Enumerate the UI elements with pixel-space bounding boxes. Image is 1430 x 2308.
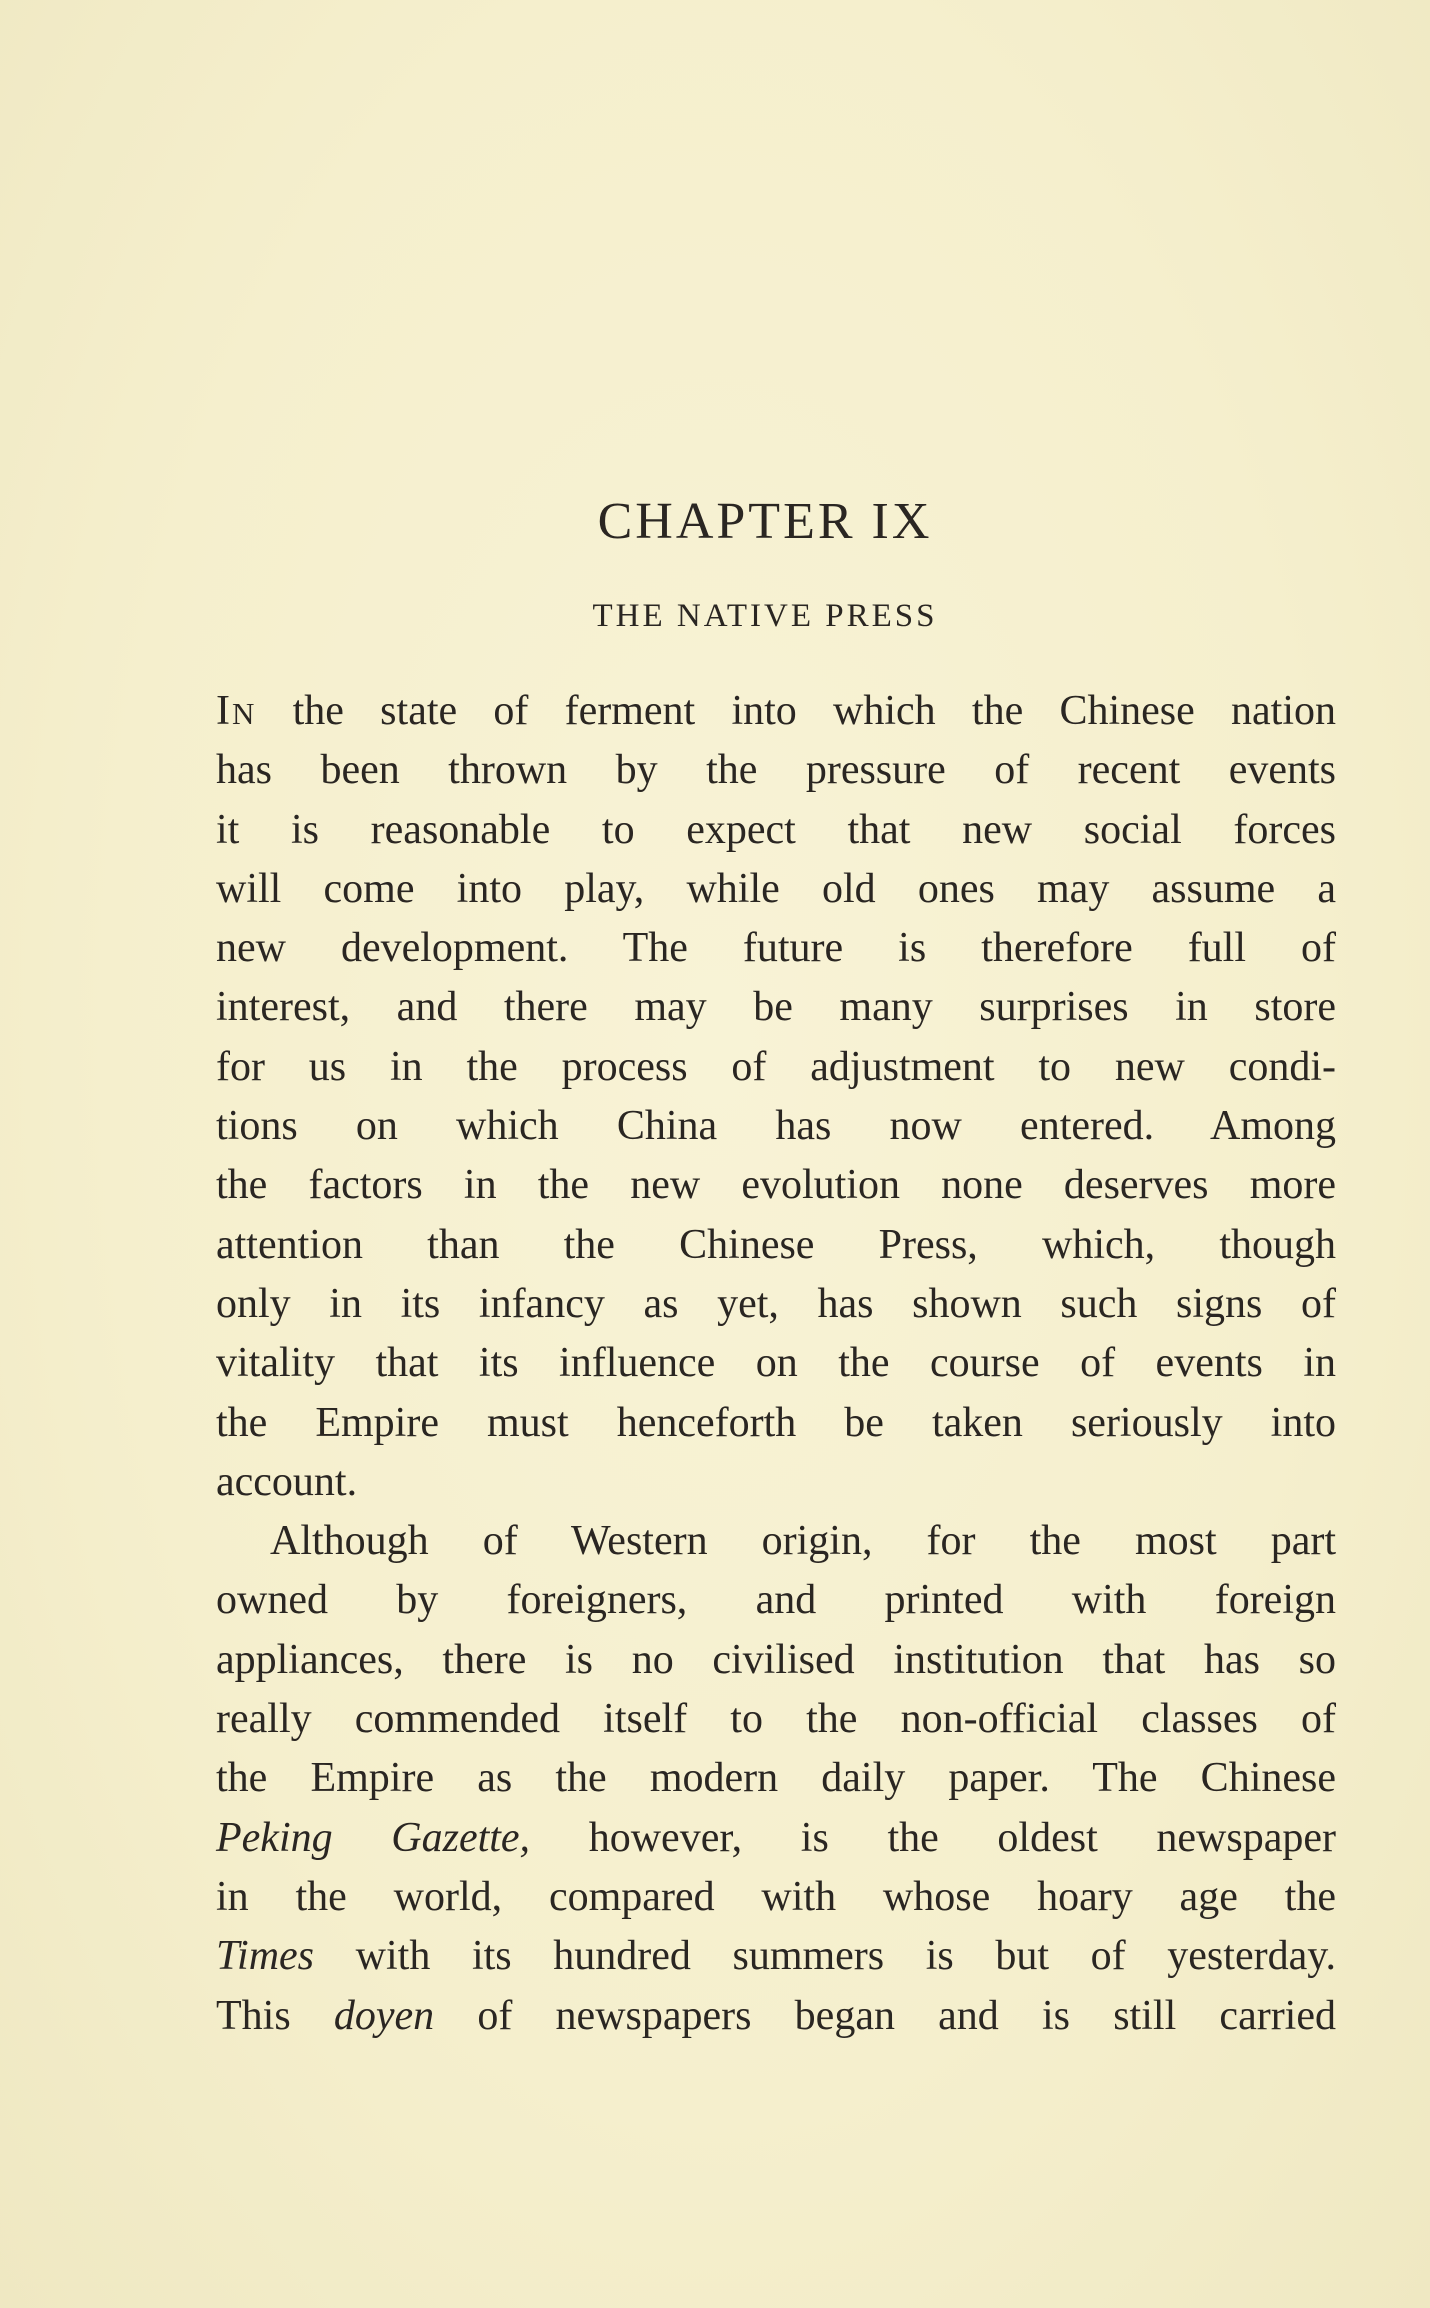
text-line: only in its infancy as yet, has shown such signs of [216, 1280, 1336, 1327]
text-line: in the world, compared with whose hoary age the [216, 1873, 1336, 1920]
text-line: the Empire must henceforth be taken seriously into [216, 1399, 1336, 1446]
line-text: the state of ferment into which the Chinese nation [256, 688, 1336, 734]
text-line: the Empire as the modern daily paper. The Chinese [216, 1755, 1336, 1802]
text-line: really commended itself to the non-official classes of [216, 1696, 1336, 1743]
text-line: new development. The future is therefore full of [216, 925, 1336, 972]
text-line: attention than the Chinese Press, which, though [216, 1221, 1336, 1268]
text-line: has been thrown by the pressure of recent events [216, 747, 1336, 794]
text-line: tions on which China has now entered. Among [216, 1103, 1336, 1150]
chapter-title: CHAPTER IX [597, 493, 933, 550]
text-line: for us in the process of adjustment to new condi- [216, 1043, 1336, 1090]
text-line [216, 1809, 1336, 1868]
text-line: it is reasonable to expect that new social forces [216, 806, 1336, 853]
text-line: owned by foreigners, and printed with foreign [216, 1577, 1336, 1624]
text-line: account. [216, 1458, 358, 1505]
line-text: however, is the oldest newspaper [530, 1814, 1336, 1861]
lead-smallcaps: N [232, 696, 257, 731]
lead-initial: I [216, 688, 232, 734]
italic-title: Peking Gazette, [216, 1814, 531, 1861]
italic-word: doyen [333, 1992, 435, 2039]
text-line: Although of Western origin, for the most part [270, 1518, 1336, 1565]
italic-title: Times [216, 1933, 315, 1980]
text-line [216, 1987, 1336, 2046]
text-line: appliances, there is no civilised institution that has so [216, 1636, 1336, 1683]
text-line [216, 1927, 1336, 1986]
line-text: with its hundred summers is but of yesterday. [314, 1933, 1336, 1980]
text-line: vitality that its influence on the course of events in [216, 1340, 1336, 1387]
text-line: the factors in the new evolution none deserves more [216, 1162, 1336, 1209]
line-text: This [216, 1992, 334, 2039]
drop-lead [216, 688, 256, 734]
chapter-subtitle: THE NATIVE PRESS [592, 598, 938, 634]
text-line: will come into play, while old ones may assume a [216, 865, 1336, 912]
line-text: of newspapers began and is still carried [434, 1992, 1336, 2039]
text-line [216, 682, 1336, 741]
body-text [216, 682, 1336, 2046]
text-line: interest, and there may be many surprises in store [216, 984, 1336, 1031]
